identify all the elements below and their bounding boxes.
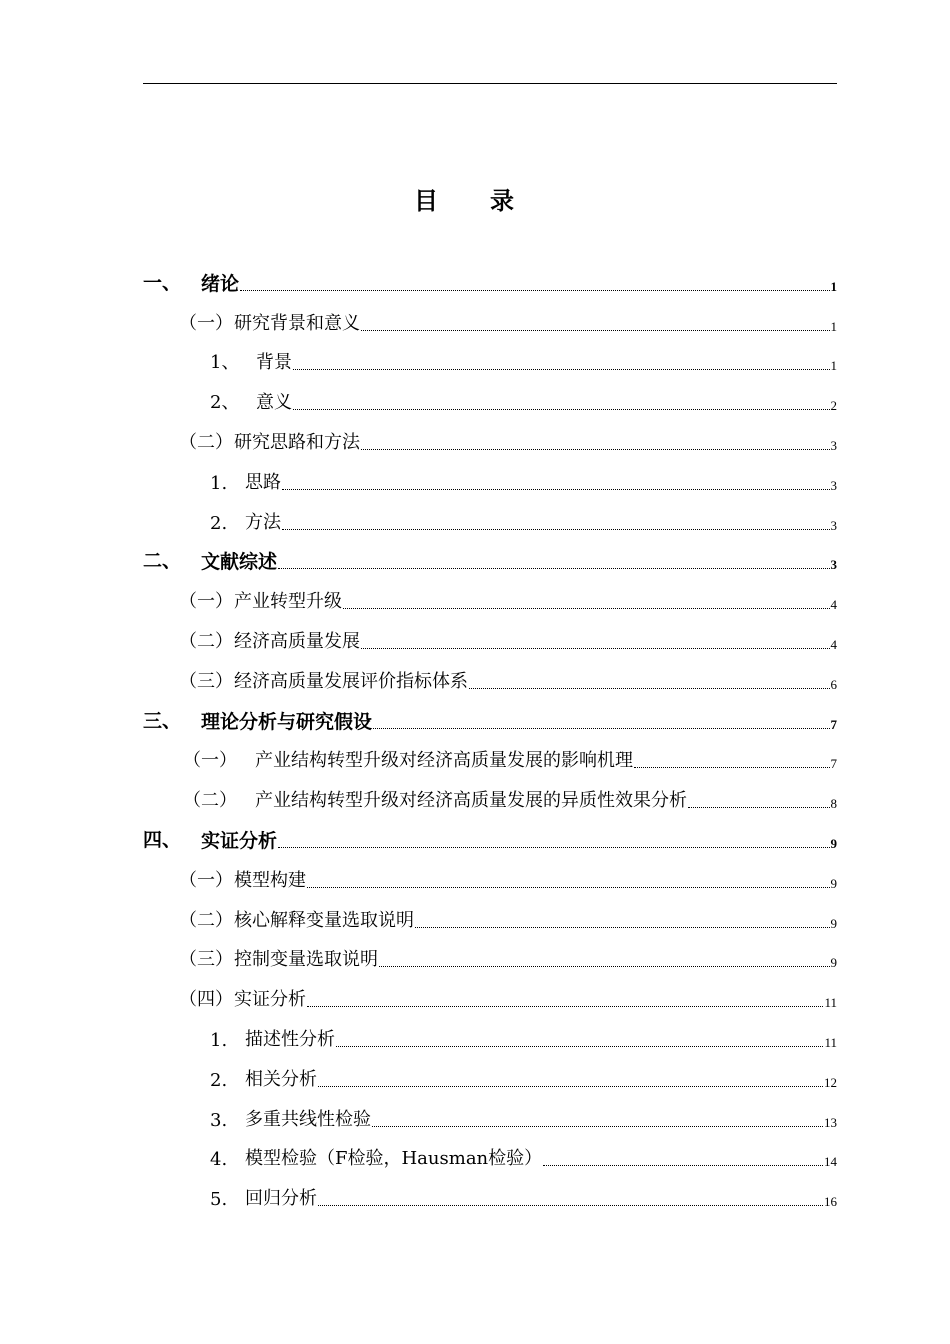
toc-entry[interactable] [143, 382, 837, 422]
toc-entry-number: （一） [183, 750, 237, 772]
header-rule [143, 83, 837, 84]
toc-dot-leader [469, 688, 830, 689]
toc-dot-leader [278, 847, 829, 848]
toc-entry[interactable] [143, 581, 837, 621]
toc-entry[interactable] [143, 900, 837, 940]
toc-page-number: 4 [830, 597, 837, 613]
toc-entry-title: 理论分析与研究假设 [201, 710, 373, 733]
toc-entry-title: 回归分析 [245, 1188, 317, 1210]
toc-entry-number: 5. [210, 1189, 228, 1211]
toc-page-number: 1 [830, 358, 837, 374]
toc-page-number: 3 [830, 477, 837, 493]
toc-entry-title: 文献综述 [201, 551, 278, 574]
toc-entry-title: 研究思路和方法 [234, 431, 360, 453]
toc-entry[interactable] [143, 661, 837, 701]
toc-dot-leader [415, 927, 830, 928]
toc-entry-number: 2. [210, 1069, 228, 1091]
toc-entry-number: 2、 [210, 392, 240, 414]
toc-entry-title: 实证分析 [201, 829, 278, 852]
toc-entry-number: 1. [210, 1029, 228, 1051]
toc-entry-title: 产业结构转型升级对经济高质量发展的异质性效果分析 [255, 790, 687, 812]
toc-entry-title: 产业转型升级 [234, 591, 342, 613]
toc-page-number: 4 [830, 636, 837, 652]
toc-dot-leader [361, 648, 830, 649]
toc-entry-title: 控制变量选取说明 [234, 949, 378, 971]
toc-entry-number: 一、 [143, 271, 182, 294]
toc-entry[interactable] [143, 303, 837, 343]
toc-page-number: 7 [830, 716, 837, 732]
toc-page-number: 9 [830, 915, 837, 931]
toc-dot-leader [282, 489, 830, 490]
toc-entry-title: 经济高质量发展评价指标体系 [234, 670, 468, 692]
toc-page-number: 11 [824, 995, 837, 1011]
toc-dot-leader [372, 1126, 823, 1127]
toc-entry-title: 模型检验（F检验，Hausman检验） [245, 1148, 543, 1170]
toc-entry-title: 模型构建 [234, 869, 306, 891]
toc-entry-title: 核心解释变量选取说明 [234, 909, 414, 931]
toc-entry[interactable] [143, 1139, 837, 1179]
toc-dot-leader [361, 449, 830, 450]
toc-entry[interactable] [143, 1059, 837, 1099]
toc-dot-leader [282, 529, 830, 530]
toc-entry[interactable] [143, 979, 837, 1019]
toc-page-number: 1 [830, 278, 837, 294]
toc-entry[interactable] [143, 422, 837, 462]
toc-entry-number: 四、 [143, 828, 182, 851]
toc-entry-number: （一） [179, 312, 233, 334]
toc-page-number: 3 [830, 517, 837, 533]
toc-entry-number: 1、 [210, 352, 240, 374]
toc-entry[interactable] [143, 780, 837, 820]
toc-entry[interactable] [143, 860, 837, 900]
toc-dot-leader [318, 1205, 823, 1206]
page-title: 目录 [414, 187, 566, 215]
toc-entry[interactable] [143, 621, 837, 661]
toc-entry[interactable] [143, 820, 837, 860]
toc-dot-leader [634, 767, 830, 768]
toc-dot-leader [688, 807, 830, 808]
toc-entry-title: 方法 [245, 511, 281, 533]
toc-entry[interactable] [143, 263, 837, 303]
toc-entry[interactable] [143, 741, 837, 781]
toc-page-number: 12 [824, 1074, 837, 1090]
toc-entry-number: 4. [210, 1149, 228, 1171]
toc-entry-title: 背景 [256, 352, 292, 374]
toc-page-number: 7 [830, 756, 837, 772]
toc-entry[interactable] [143, 502, 837, 542]
toc-entry-number: 三、 [143, 709, 182, 732]
toc-dot-leader [543, 1165, 823, 1166]
toc-entry[interactable] [143, 343, 837, 383]
toc-page-number: 13 [824, 1114, 837, 1130]
toc-page-number: 11 [824, 1034, 837, 1050]
toc-entry[interactable] [143, 462, 837, 502]
toc-entry-number: （三） [179, 670, 233, 692]
toc-dot-leader [379, 966, 830, 967]
toc-dot-leader [278, 568, 829, 569]
toc-entry-title: 研究背景和意义 [234, 312, 360, 334]
toc-entry-title: 多重共线性检验 [245, 1108, 371, 1130]
toc-dot-leader [318, 1086, 823, 1087]
toc-dot-leader [293, 369, 830, 370]
toc-page-number: 3 [830, 557, 837, 573]
toc-entry-number: （一） [179, 869, 233, 891]
toc-entry-number: （二） [179, 431, 233, 453]
toc-entry-number: （四） [179, 989, 233, 1011]
toc-entry[interactable] [143, 701, 837, 741]
toc-entry-title: 绪论 [201, 272, 240, 295]
toc-entry-title: 相关分析 [245, 1068, 317, 1090]
toc-entry-number: 2. [210, 512, 228, 534]
toc-dot-leader [240, 290, 829, 291]
toc-entry[interactable] [143, 1099, 837, 1139]
toc-dot-leader [307, 1006, 823, 1007]
toc-page-number: 3 [830, 437, 837, 453]
toc-entry-number: （二） [179, 909, 233, 931]
toc-entry-number: （二） [183, 790, 237, 812]
toc-page-number: 6 [830, 676, 837, 692]
toc-entry-title: 描述性分析 [245, 1028, 335, 1050]
toc-page-number: 9 [830, 835, 837, 851]
toc-dot-leader [373, 728, 829, 729]
toc-page-number: 8 [830, 796, 837, 812]
toc-dot-leader [361, 330, 830, 331]
toc-entry-title: 经济高质量发展 [234, 630, 360, 652]
toc-page-number: 9 [830, 955, 837, 971]
toc-entry[interactable] [143, 542, 837, 582]
toc-entry-number: 3. [210, 1109, 228, 1131]
toc-entry[interactable] [143, 940, 837, 980]
toc-entry-number: （二） [179, 630, 233, 652]
toc-entry[interactable] [143, 1178, 837, 1218]
toc-dot-leader [307, 887, 830, 888]
toc-dot-leader [293, 409, 830, 410]
toc-entry-title: 意义 [256, 392, 292, 414]
toc-page-number: 9 [830, 875, 837, 891]
toc-entry-number: （三） [179, 949, 233, 971]
toc-entry-title: 实证分析 [234, 989, 306, 1011]
toc-page-number: 16 [824, 1194, 837, 1210]
toc-entry-number: 1. [210, 472, 228, 494]
toc-dot-leader [336, 1046, 823, 1047]
table-of-contents [143, 263, 837, 1218]
toc-entry-number: 二、 [143, 550, 182, 573]
toc-page-number: 2 [830, 398, 837, 414]
toc-dot-leader [343, 608, 830, 609]
toc-entry-title: 产业结构转型升级对经济高质量发展的影响机理 [255, 750, 633, 772]
toc-entry-number: （一） [179, 591, 233, 613]
toc-entry[interactable] [143, 1019, 837, 1059]
toc-page-number: 1 [830, 318, 837, 334]
toc-entry-title: 思路 [245, 471, 281, 493]
toc-page-number: 14 [824, 1154, 837, 1170]
